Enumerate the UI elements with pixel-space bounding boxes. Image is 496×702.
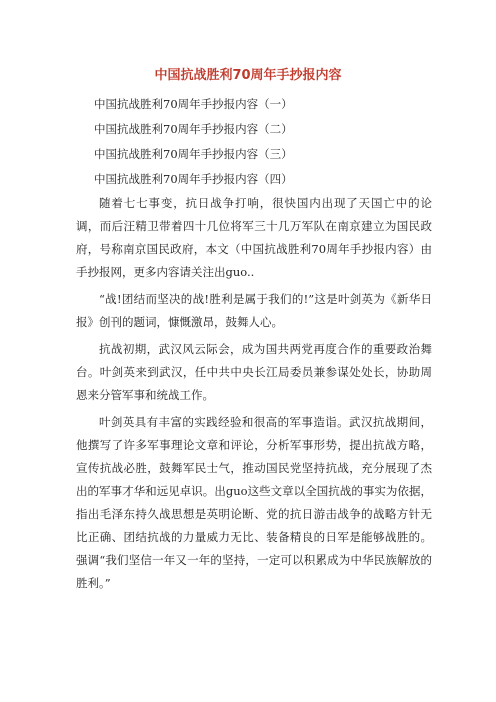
toc-item: 中国抗战胜利70周年手抄报内容（四） — [94, 172, 293, 186]
paragraph: 随着七七事变，抗日战争打响，很快国内出现了天国亡中的论调，而后汪精卫带着四十几位将军三十几万军队在南京建立为国民政府，号称南京国民政府，本文（中国抗战胜利70周年手抄报内容）由手抄报网，更多内容请关注出guo.. — [76, 196, 432, 279]
paragraph: 抗战初期，武汉风云际会，成为国共两党再度合作的重要政治舞台。叶剑英来到武汉，任中共中央长江局委员兼参谋处处长，协助周恩来分管军事和统战工作。 — [76, 342, 432, 402]
document-body — [76, 192, 432, 599]
toc-item: 中国抗战胜利70周年手抄报内容（一） — [94, 97, 293, 111]
toc-item: 中国抗战胜利70周年手抄报内容（三） — [94, 147, 293, 161]
table-of-contents — [94, 92, 293, 192]
toc-item: 中国抗战胜利70周年手抄报内容（二） — [94, 122, 293, 136]
document-title: 中国抗战胜利70周年手抄报内容 — [154, 68, 342, 83]
paragraph: “战!团结而坚决的战!胜利是属于我们的!”这是叶剑英为《新华日报》创刊的题词，慷慨激昂，鼓舞人心。 — [76, 292, 432, 329]
paragraph: 叶剑英具有丰富的实践经验和很高的军事造诣。武汉抗战期间，他撰写了许多军事理论文章和评论，分析军事形势，提出抗战方略，宣传抗战必胜，鼓舞军民士气，推动国民党坚持抗战，充分展现了杰出的军事才华和远见卓识。出guo这些文章以全国抗战的事实为依据，指出毛泽东持久战思想是英明论断、党的抗日游击战争的战略方针无比正确、团结抗战的力量威力无比、装备精良的日军是能够战胜的。强调“我们坚信一年又一年的坚持，一定可以积累成为中华民族解放的胜利。” — [76, 415, 432, 590]
